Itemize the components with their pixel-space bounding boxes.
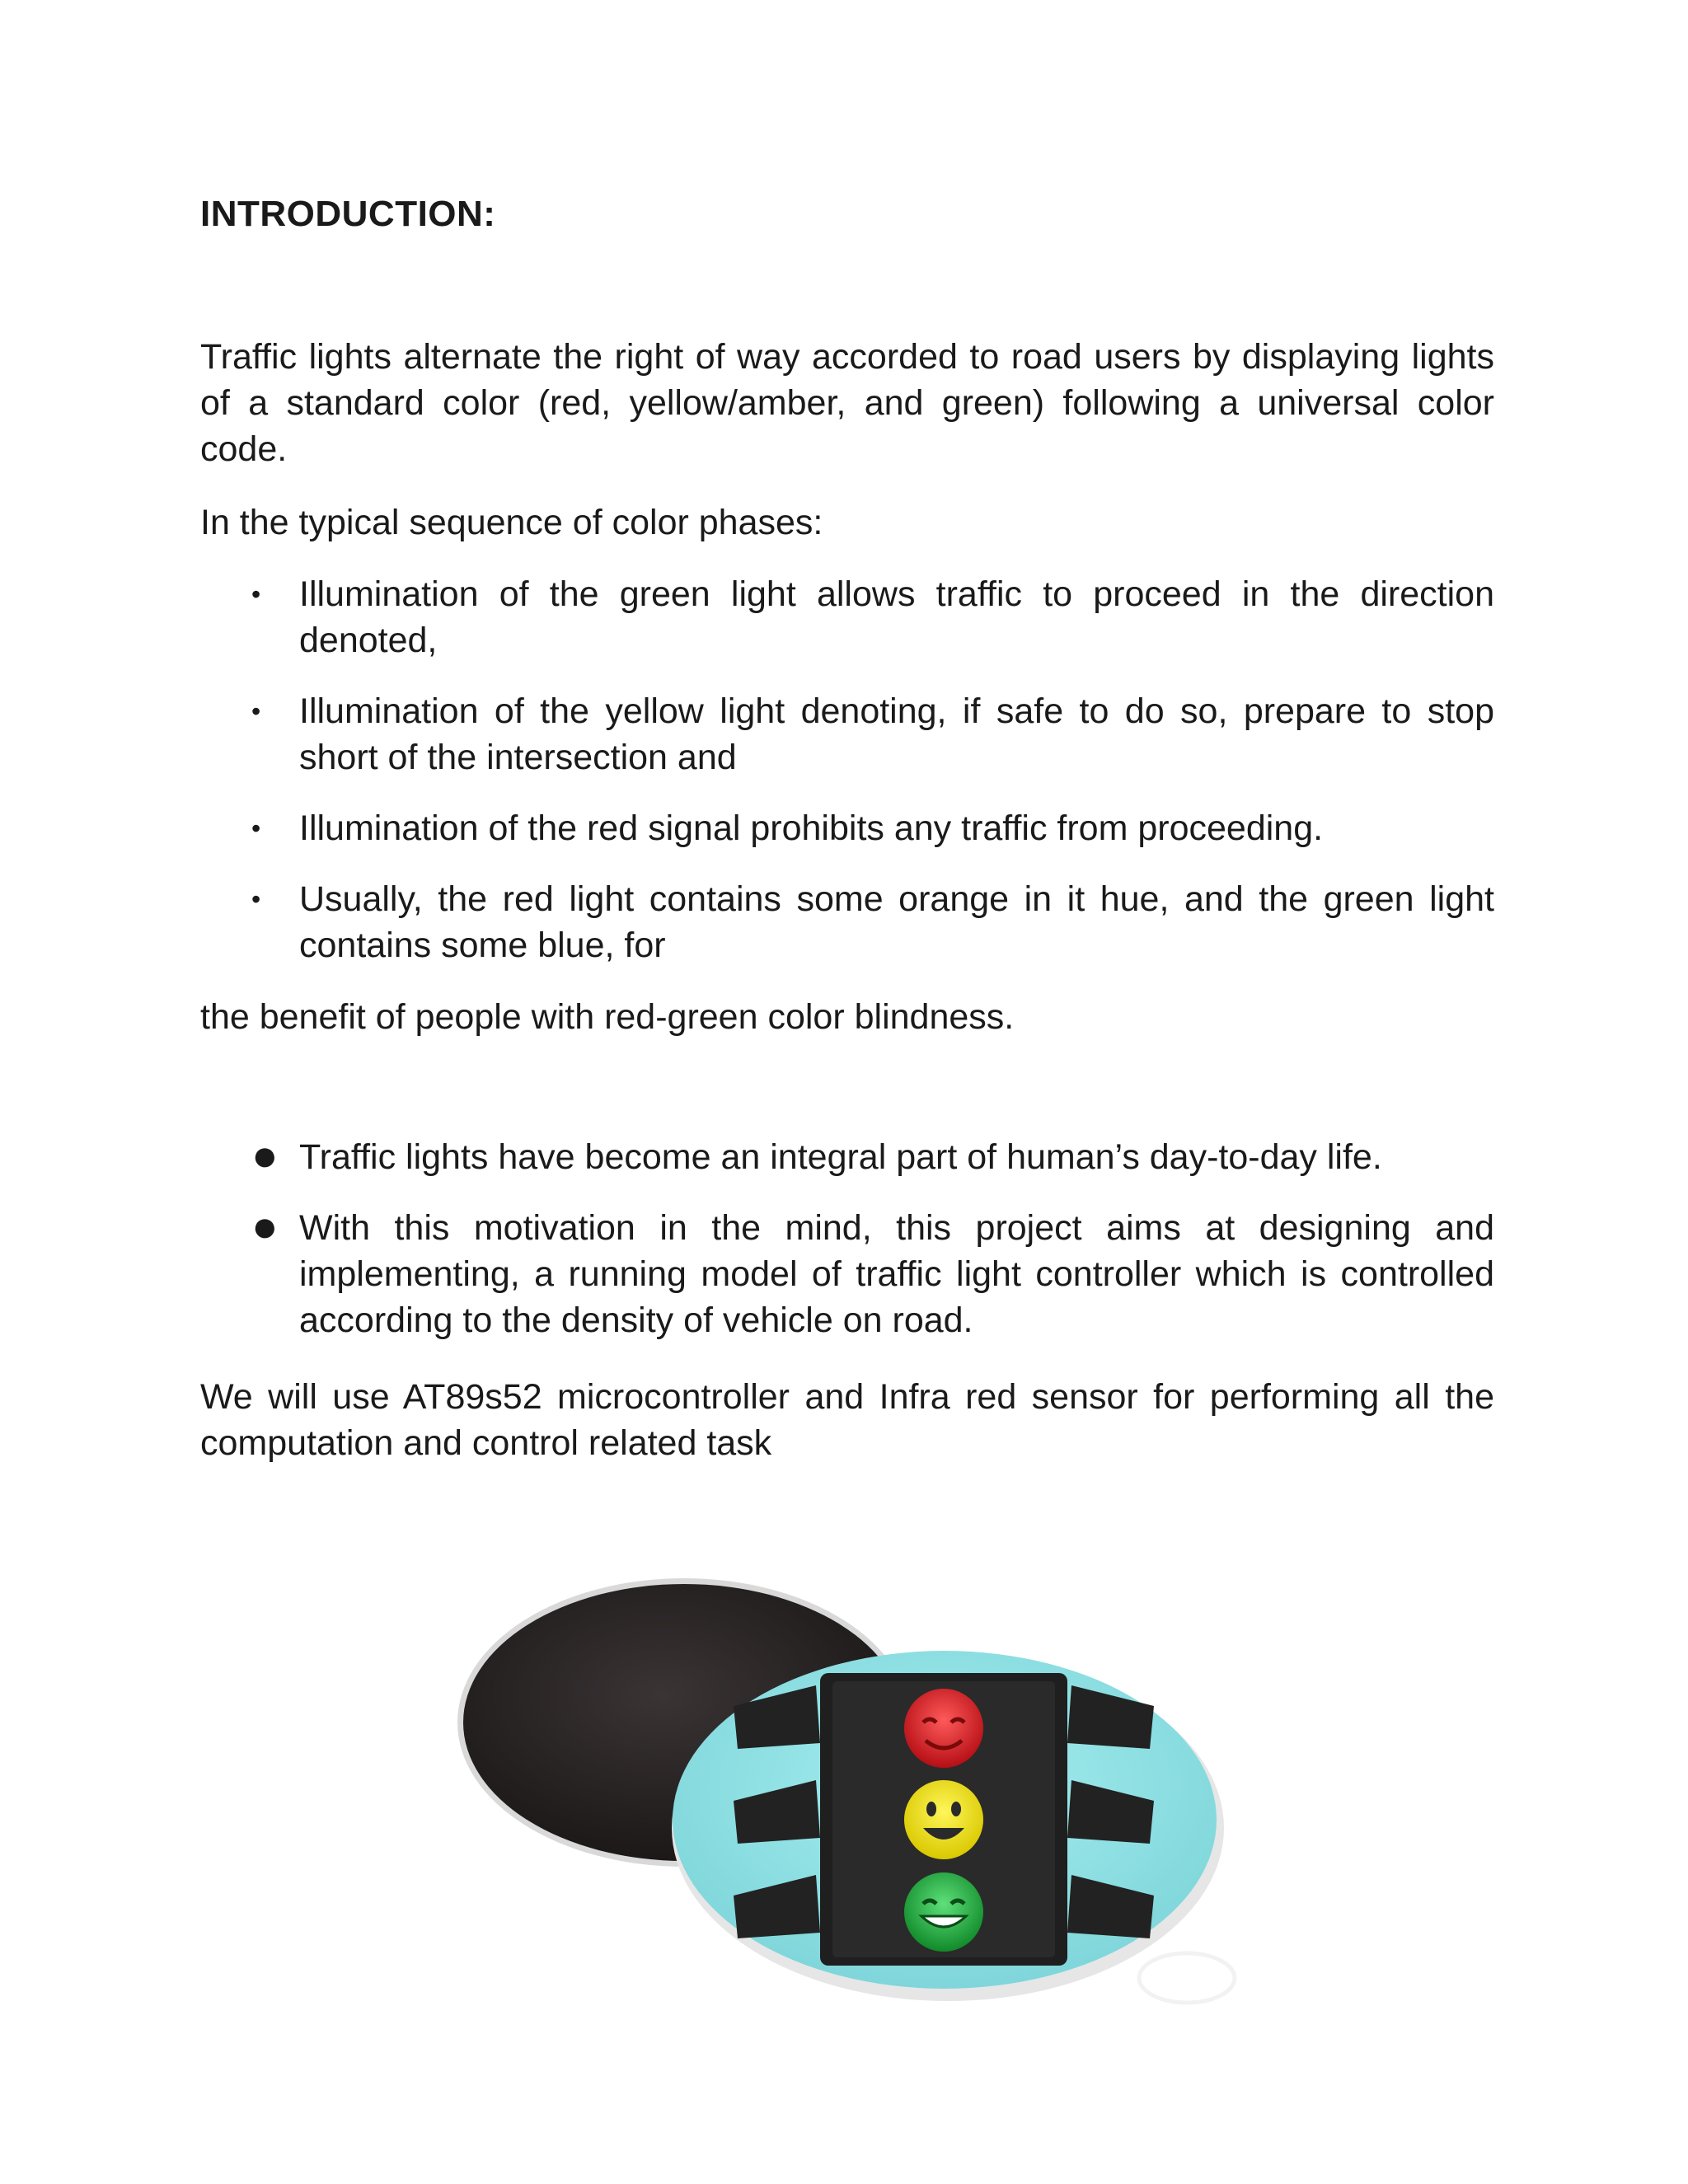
motivation-list	[200, 1131, 1494, 1368]
intro-paragraph: Traffic lights alternate the right of way accorded to road users by displaying lights of a standard color (red, yellow/amber, and green) following a universal color code.	[200, 337, 1494, 469]
list-item: ● Traffic lights have become an integral part of human’s day-to-day life.	[251, 1131, 1382, 1180]
sequence-paragraph: In the typical sequence of color phases:	[200, 503, 823, 542]
bullet-icon: ●	[251, 1202, 279, 1251]
list-item: • Illumination of the yellow light denoting, if safe to do so, prepare to stop short of the intersection and	[200, 688, 1494, 780]
bullet-icon: •	[251, 579, 261, 609]
bullet-icon: •	[251, 813, 261, 843]
color-blindness-paragraph: the benefit of people with red-green color blindness.	[200, 997, 1015, 1037]
bullet-icon: •	[251, 696, 261, 726]
color-phase-list	[200, 571, 1494, 993]
microcontroller-paragraph: We will use AT89s52 microcontroller and Infra red sensor for performing all the computation and control related task	[200, 1377, 1494, 1463]
bullet-icon: ●	[251, 1131, 279, 1180]
section-heading: INTRODUCTION:	[200, 194, 496, 234]
traffic-light-magnet-icon	[445, 1566, 1302, 2027]
list-item: • Usually, the red light contains some orange in it hue, and the green light contains some blue, for	[200, 876, 1494, 968]
list-item: • Illumination of the green light allows traffic to proceed in the direction denoted,	[200, 571, 1494, 663]
bullet-icon: •	[251, 884, 261, 914]
list-item: ● With this motivation in the mind, this project aims at designing and implementing, a running model of traffic light controller which is controlled according to the density of vehicle on road.	[251, 1202, 1494, 1340]
list-item: • Illumination of the red signal prohibits any traffic from proceeding.	[200, 805, 1494, 851]
